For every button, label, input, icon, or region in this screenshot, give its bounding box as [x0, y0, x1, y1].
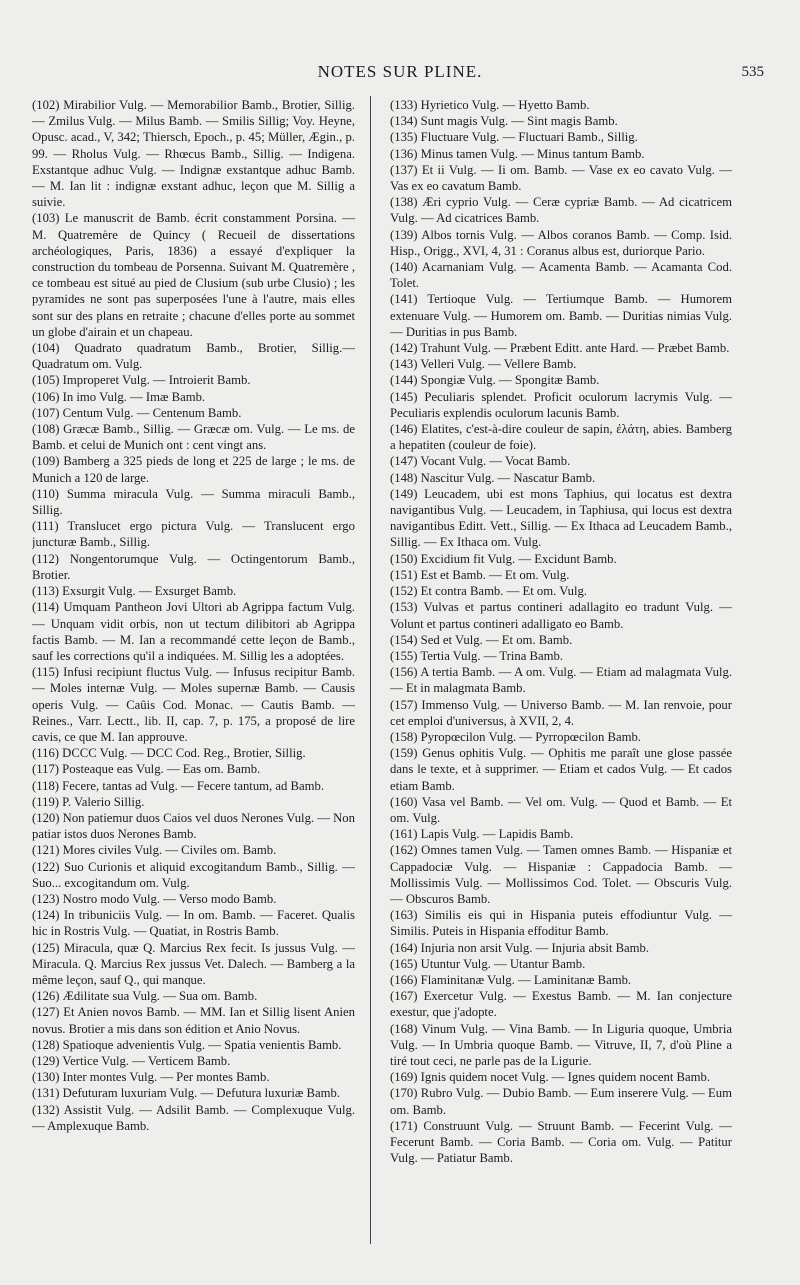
footnote: (114) Umquam Pantheon Jovi Ultori ab Agrippa factum Vulg. — Unquam vidit orbis, non ut tectum dilibitori ab Agrippa factis Bamb. — M. Ian a recommandé cette leçon de Bamb., sauf les corrections qu'il a indiquées. M. Sillig les a adoptées.	[32, 600, 355, 663]
footnote: (159) Genus ophitis Vulg. — Ophitis me paraît une glose passée dans le texte, et à supprimer. — Etiam et cados Vulg. — Et cados etiam Bamb.	[390, 746, 732, 793]
footnote: (167) Exercetur Vulg. — Exestus Bamb. — M. Ian conjecture exestur, que j'adopte.	[390, 989, 732, 1020]
footnote: (145) Peculiaris splendet. Proficit oculorum lacrymis Vulg. — Peculiaris explendis oculorum lacunis Bamb.	[390, 389, 732, 420]
footnote: (146) Elatites, c'est-à-dire couleur de sapin, ἐλάτη, abies. Bamberg a hepatiten (couleur de foie).	[390, 422, 732, 453]
footnote: (113) Exsurgit Vulg. — Exsurget Bamb.	[32, 584, 237, 599]
footnote: (144) Spongiæ Vulg. — Spongitæ Bamb.	[390, 373, 600, 388]
footnote: (150) Excidium fit Vulg. — Excidunt Bamb.	[390, 551, 617, 566]
footnote: (108) Græcæ Bamb., Sillig. — Græcæ om. Vulg. — Le ms. de Bamb. et celui de Munich ont : cent vingt ans.	[32, 422, 355, 453]
footnote: (118) Fecere, tantas ad Vulg. — Fecere tantum, ad Bamb.	[32, 778, 325, 793]
footnote: (116) DCCC Vulg. — DCC Cod. Reg., Brotier, Sillig.	[32, 746, 306, 761]
footnote: (161) Lapis Vulg. — Lapidis Bamb.	[390, 827, 574, 842]
footnote: (127) Et Anien novos Bamb. — MM. Ian et Sillig lisent Anien novus. Brotier a mis dans son édition et Anio Novus.	[32, 1005, 355, 1036]
footnote: (138) Æri cyprio Vulg. — Ceræ cypriæ Bamb. — Ad cicatricem Vulg. — Ad cicatrices Bamb.	[390, 195, 732, 226]
column-divider	[370, 96, 371, 1244]
footnote: (140) Acarnaniam Vulg. — Acamenta Bamb. — Acamanta Cod. Tolet.	[390, 260, 732, 291]
footnote: (141) Tertioque Vulg. — Tertiumque Bamb. — Humorem extenuare Vulg. — Humorem om. Bamb. — Duritias nimias Vulg. — Duritias in pus Bamb.	[390, 292, 732, 339]
footnote: (155) Tertia Vulg. — Trina Bamb.	[390, 648, 564, 663]
footnote: (135) Fluctuare Vulg. — Fluctuari Bamb., Sillig.	[390, 130, 638, 145]
footnote: (111) Translucet ergo pictura Vulg. — Translucent ergo juncturæ Bamb., Sillig.	[32, 519, 355, 550]
footnote: (130) Inter montes Vulg. — Per montes Bamb.	[32, 1070, 270, 1085]
footnote: (126) Ædilitate sua Vulg. — Sua om. Bamb.	[32, 989, 258, 1004]
footnote: (153) Vulvas et partus contineri adallagito eo tradunt Vulg. — Volunt et partus contineri adalligato eo Bamb.	[390, 600, 732, 631]
footnote: (170) Rubro Vulg. — Dubio Bamb. — Eum inserere Vulg. — Eum om. Bamb.	[390, 1086, 732, 1117]
footnote: (160) Vasa vel Bamb. — Vel om. Vulg. — Quod et Bamb. — Et om. Vulg.	[390, 794, 732, 825]
footnote: (152) Et contra Bamb. — Et om. Vulg.	[390, 584, 588, 599]
footnote: (171) Construunt Vulg. — Struunt Bamb. — Fecerint Vulg. — Fecerunt Bamb. — Coria Bamb. — Coria om. Vulg. — Patitur Vulg. — Patiatur Bamb.	[390, 1118, 732, 1166]
footnote: (158) Pyropœcilon Vulg. — Pyrropœcilon Bamb.	[390, 729, 641, 744]
footnote: (151) Est et Bamb. — Et om. Vulg.	[390, 567, 570, 582]
footnote: (136) Minus tamen Vulg. — Minus tantum Bamb.	[390, 146, 645, 161]
footnote: (112) Nongentorumque Vulg. — Octingentorum Bamb., Brotier.	[32, 551, 355, 582]
footnote: (128) Spatioque advenientis Vulg. — Spatia venientis Bamb.	[32, 1037, 342, 1052]
footnote: (121) Mores civiles Vulg. — Civiles om. Bamb.	[32, 843, 277, 858]
footnote: (169) Ignis quidem nocet Vulg. — Ignes quidem nocent Bamb.	[390, 1070, 711, 1085]
footnote: (143) Velleri Vulg. — Vellere Bamb.	[390, 357, 577, 372]
footnote: (129) Vertice Vulg. — Verticem Bamb.	[32, 1053, 231, 1068]
footnote: (102) Mirabilior Vulg. — Memorabilior Bamb., Brotier, Sillig. — Zmilus Vulg. — Milus Bamb. — Smilis Sillig; Voy. Heyne, Opusc. acad., V, 342; Thiersch, Epoch., p. 45; Müller, Ægin., p. 99. — Rholus Vulg. — Rhœcus Bamb., Sillig. — Indigena. Exstantque adhuc Vulg. — Indignæ exstantque adhuc Bamb. — M. Ian lit : indignæ exstant adhuc, leçon que M. Sillig a suivie.	[32, 98, 355, 210]
footnote: (164) Injuria non arsit Vulg. — Injuria absit Bamb.	[390, 940, 650, 955]
footnote: (142) Trahunt Vulg. — Præbent Editt. ante Hard. — Præbet Bamb.	[390, 341, 730, 356]
footnote: (120) Non patiemur duos Caios vel duos Nerones Vulg. — Non patiar istos duos Nerones Bamb.	[32, 810, 355, 842]
right-notes-column	[390, 97, 732, 1247]
footnote: (124) In tribuniciis Vulg. — In om. Bamb. — Faceret. Qualis hic in Rostris Vulg. — Quatiat, in Rostris Bamb.	[32, 908, 355, 939]
page-number: 535	[741, 64, 764, 80]
footnote: (107) Centum Vulg. — Centenum Bamb.	[32, 405, 242, 420]
footnote: (154) Sed et Vulg. — Et om. Bamb.	[390, 632, 573, 647]
footnote: (168) Vinum Vulg. — Vina Bamb. — In Liguria quoque, Umbria Vulg. — In Umbria quoque Bamb. — Vitruve, II, 7, d'où Pline a tiré tout ceci, ne parle pas de la Ligurie.	[390, 1021, 732, 1068]
footnote: (117) Posteaque eas Vulg. — Eas om. Bamb.	[32, 762, 261, 777]
footnote: (110) Summa miracula Vulg. — Summa miraculi Bamb., Sillig.	[32, 486, 355, 518]
footnote: (162) Omnes tamen Vulg. — Tamen omnes Bamb. — Hispaniæ et Cappadociæ Vulg. — Hispaniæ : Cappadocia Bamb. — Mollissimis Vulg. — Mollissimos Cod. Tolet. — Obscuris Vulg. — Obscuros Bamb.	[390, 843, 732, 906]
footnote: (119) P. Valerio Sillig.	[32, 794, 145, 809]
footnote: (163) Similis eis qui in Hispania puteis effodiuntur Vulg. — Similis. Puteis in Hispania effoditur Bamb.	[390, 908, 732, 939]
footnote: (139) Albos tornis Vulg. — Albos coranos Bamb. — Comp. Isid. Hisp., Origg., XVI, 4, 31 : Coranus albus est, duriorque Pario.	[390, 227, 732, 258]
page-header	[0, 62, 800, 88]
footnote: (132) Assistit Vulg. — Adsilit Bamb. — Complexuque Vulg. — Amplexuque Bamb.	[32, 1102, 355, 1133]
footnote: (165) Utuntur Vulg. — Utantur Bamb.	[390, 956, 586, 971]
footnote: (105) Improperet Vulg. — Introierit Bamb.	[32, 373, 251, 388]
footnote: (149) Leucadem, ubi est mons Taphius, qui locatus est dextra navigantibus Vulg. — Leucadem, in Taphiusa, qui locus est dextra navigantibus Editt. Vett., Sillig. — Ex Ithaca ad Leucadem Bamb., Sillig. — Ex Ithaca om. Vulg.	[390, 486, 732, 550]
footnote: (123) Nostro modo Vulg. — Verso modo Bamb.	[32, 891, 277, 906]
footnote: (131) Defuturam luxuriam Vulg. — Defutura luxuriæ Bamb.	[32, 1086, 341, 1101]
footnote: (106) In imo Vulg. — Imæ Bamb.	[32, 389, 206, 404]
footnote: (104) Quadrato quadratum Bamb., Brotier, Sillig.— Quadratum om. Vulg.	[32, 341, 355, 372]
footnote: (109) Bamberg a 325 pieds de long et 225 de large ; le ms. de Munich a 120 de large.	[32, 454, 355, 485]
footnote: (115) Infusi recipiunt fluctus Vulg. — Infusus recipitur Bamb. — Moles internæ Vulg. — Moles supernæ Bamb. — Causis operis Vulg. — Caûis Cod. Monac. — Cautis Bamb. — Reines., Varr. Lectt., lib. II, cap. 7, p. 175, a proposé de lire cavis, ce que M. Ian approuve.	[32, 665, 355, 744]
footnote: (166) Flaminitanæ Vulg. — Laminitanæ Bamb.	[390, 972, 632, 987]
footnote: (133) Hyrietico Vulg. — Hyetto Bamb.	[390, 98, 590, 112]
running-title: NOTES SUR PLINE.	[317, 62, 483, 81]
footnote: (157) Immenso Vulg. — Universo Bamb. — M. Ian renvoie, pour cet emploi d'universus, à XVII, 2, 4.	[390, 697, 732, 728]
left-notes-column	[32, 97, 355, 1247]
footnote: (125) Miracula, quæ Q. Marcius Rex fecit. Is jussus Vulg. — Miracula. Q. Marcius Rex jussus Vet. Dalech. — Bamberg a la même leçon, sauf Q., qui manque.	[32, 940, 355, 987]
footnote: (147) Vocant Vulg. — Vocat Bamb.	[390, 454, 571, 469]
footnote: (134) Sunt magis Vulg. — Sint magis Bamb.	[390, 114, 618, 129]
footnote: (122) Suo Curionis et aliquid excogitandum Bamb., Sillig. — Suo... excogitandum om. Vulg.	[32, 859, 355, 890]
footnote: (156) A tertia Bamb. — A om. Vulg. — Etiam ad malagmata Vulg. — Et in malagmata Bamb.	[390, 665, 732, 696]
footnote: (148) Nascitur Vulg. — Nascatur Bamb.	[390, 470, 596, 485]
footnote: (137) Et ii Vulg. — Ii om. Bamb. — Vase ex eo cavato Vulg. — Vas ex eo cavatum Bamb.	[390, 162, 732, 194]
footnote: (103) Le manuscrit de Bamb. écrit constamment Porsina. — M. Quatremère de Quincy ( Recueil de dissertations archéologiques, Paris, 1836) a essayé d'expliquer la construction du tombeau de Porsenna. Suivant M. Quatremère , ce tombeau est situé au pied de Clusium (sub urbe Clusio) ; les pyramides ne sont pas superposées l'une à l'autre, mais elles sont sur des plans en retraite ; chacune d'elles porte au sommet un globe d'airain et un chapeau.	[32, 211, 355, 339]
